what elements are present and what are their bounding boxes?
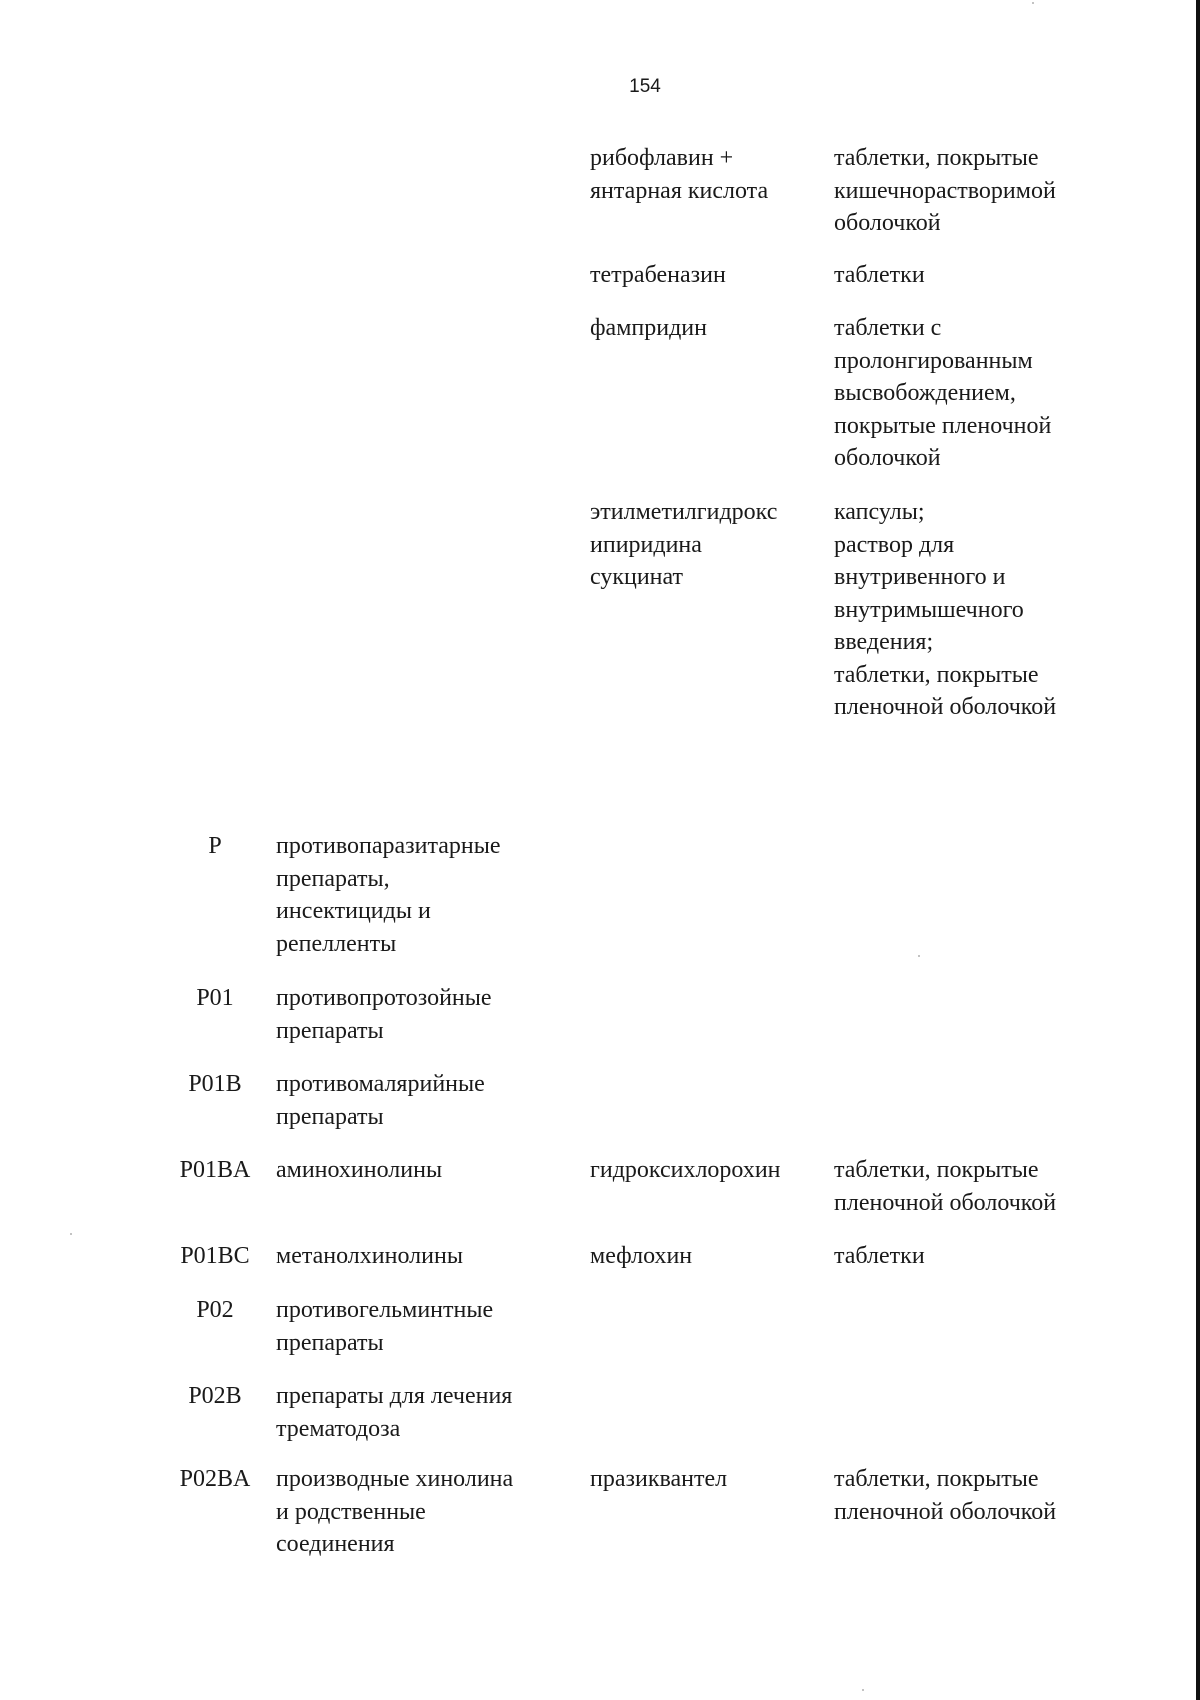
dosage-form: таблетки с пролонгированным высвобождением, покрытые пленочной оболочкой	[834, 315, 1052, 471]
atc-code: P02BA	[179, 1466, 251, 1492]
atc-code: P02	[196, 1297, 234, 1323]
drug-name: гидроксихлорохин	[590, 1157, 781, 1183]
dosage-form: таблетки	[834, 262, 925, 288]
group-description: противомалярийные препараты	[276, 1071, 485, 1130]
drug-name: этилметилгидрокс ипиридина сукцинат	[590, 499, 778, 590]
atc-code: P	[208, 833, 222, 859]
page-number: 154	[629, 76, 661, 97]
dosage-form: таблетки, покрытые кишечнорастворимой оболочкой	[834, 145, 1056, 236]
drug-name: празиквантел	[590, 1466, 728, 1492]
atc-code: P01	[196, 985, 234, 1011]
atc-code: P01BA	[179, 1157, 251, 1183]
group-description: метанолхинолины	[276, 1243, 463, 1269]
dosage-form: таблетки	[834, 1243, 925, 1269]
group-description: аминохинолины	[276, 1157, 443, 1183]
group-description: противогельминтные препараты	[276, 1297, 494, 1356]
atc-code: P02B	[188, 1383, 242, 1409]
scan-edge	[1196, 0, 1200, 1700]
group-description: противопротозойные препараты	[276, 985, 492, 1044]
scan-speck	[70, 1233, 72, 1235]
atc-code: P01BC	[180, 1243, 250, 1269]
drug-name: рибофлавин + янтарная кислота	[590, 145, 769, 204]
dosage-form: капсулы; раствор для внутривенного и внутримышечного введения; таблетки, покрытые пленочной оболочкой	[834, 499, 1057, 720]
scan-speck	[918, 955, 920, 957]
drug-name: мефлохин	[590, 1243, 693, 1269]
dosage-form: таблетки, покрытые пленочной оболочкой	[834, 1157, 1057, 1216]
group-description: производные хинолина и родственные соединения	[276, 1466, 514, 1557]
group-description: препараты для лечения трематодоза	[276, 1383, 513, 1442]
scan-speck	[1032, 2, 1034, 4]
group-description: противопаразитарные препараты, инсектициды и репелленты	[276, 833, 501, 957]
atc-code: P01B	[188, 1071, 242, 1097]
dosage-form: таблетки, покрытые пленочной оболочкой	[834, 1466, 1057, 1525]
drug-name: тетрабеназин	[590, 262, 726, 288]
drug-name: фампридин	[590, 315, 707, 341]
scan-speck	[862, 1689, 864, 1691]
